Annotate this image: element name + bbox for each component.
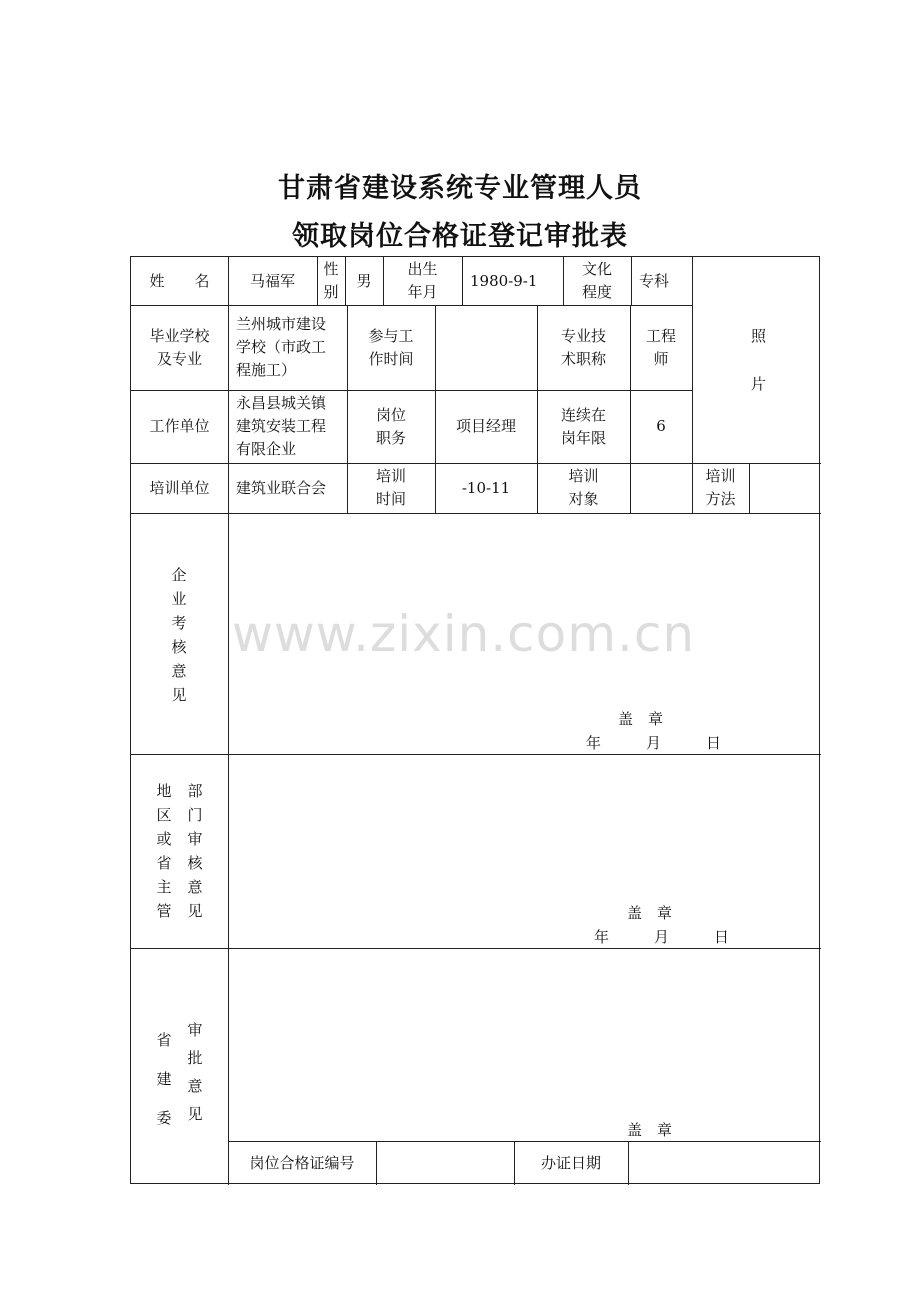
enterprise-seal-label: 盖 章 — [618, 710, 664, 728]
training-target-label: 培训 对象 — [568, 467, 599, 508]
regional-seal-label: 盖 章 — [627, 904, 673, 922]
gender-value: 男 — [356, 271, 372, 290]
provincial-seal-label: 盖 章 — [627, 1121, 673, 1139]
regional-opinion-label-col1: 地 区 或 省 主 管 — [156, 782, 172, 920]
form-title-line2: 领取岗位合格证登记审批表 — [292, 221, 628, 252]
issue-date-value — [628, 1141, 821, 1185]
post-label: 岗位 职务 — [375, 405, 406, 447]
professional-title-label: 专业技 术职称 — [560, 326, 606, 368]
education-value: 专科 — [639, 271, 670, 290]
registration-form-table — [130, 256, 820, 1184]
training-method-value — [749, 463, 821, 513]
training-unit-label: 培训单位 — [149, 478, 210, 497]
form-title-line1: 甘肃省建设系统专业管理人员 — [278, 173, 642, 204]
work-start-value — [435, 305, 537, 390]
training-time-label: 培训 时间 — [375, 467, 406, 508]
years-value: 6 — [656, 417, 666, 435]
watermark: www.zixin.com.cn — [232, 605, 696, 663]
name-value: 马福军 — [249, 271, 295, 290]
regional-date-label: 年 月 日 — [594, 928, 730, 946]
birth-value: 1980-9-1 — [470, 271, 538, 290]
provincial-opinion-label-col1: 省 建 委 — [156, 1031, 172, 1127]
training-target-value — [630, 463, 692, 513]
enterprise-date-label: 年 月 日 — [586, 734, 722, 752]
cert-number-label: 岗位合格证编号 — [249, 1153, 355, 1172]
post-value: 项目经理 — [455, 417, 516, 435]
work-start-label: 参与工 作时间 — [368, 326, 414, 368]
employer-value: 永昌县城关镇 建筑安装工程 有限企业 — [236, 394, 327, 458]
provincial-opinion-label-col2: 审 批 意 见 — [187, 1021, 203, 1123]
photo-area: 照 片 — [750, 326, 766, 393]
professional-title-value: 工程 师 — [645, 326, 676, 368]
name-label: 姓 名 — [149, 271, 210, 290]
enterprise-opinion-label: 企 业 考 核 意 见 — [171, 566, 187, 704]
education-label: 文化 程度 — [581, 260, 612, 301]
school-value: 兰州城市建设 学校（市政工 程施工） — [236, 315, 327, 379]
training-time-value: -10-11 — [461, 478, 511, 497]
years-label: 连续在 岗年限 — [560, 405, 606, 447]
employer-label: 工作单位 — [149, 417, 210, 435]
regional-opinion-label-col2: 部 门 审 核 意 见 — [187, 782, 203, 920]
gender-label: 性 别 — [323, 260, 339, 301]
school-label: 毕业学校 及专业 — [149, 326, 210, 368]
cert-number-value — [376, 1141, 514, 1185]
issue-date-label: 办证日期 — [540, 1153, 601, 1172]
training-unit-value: 建筑业联合会 — [236, 478, 327, 497]
training-method-label: 培训 方法 — [705, 467, 736, 508]
birth-label: 出生 年月 — [407, 260, 438, 301]
